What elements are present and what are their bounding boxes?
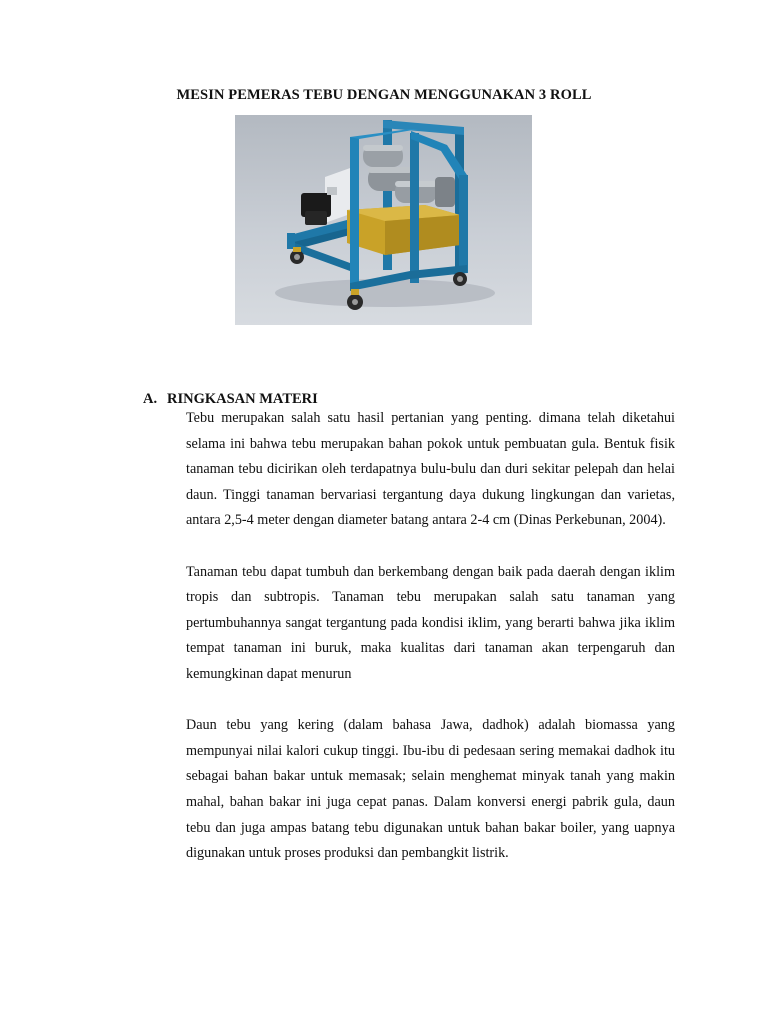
paragraph: Daun tebu yang kering (dalam bahasa Jawa, dadhok) adalah biomassa yang mempunyai nilai kalori cukup tinggi. Ibu-ibu di pedesaan sering memakai dadhok itu sebagai bahan bakar untuk memasak; selain menghemat minyak tanah yang makin mahal, bahan bakar ini juga cepat panas. Dalam konversi energi pabrik gula, daun tebu dan juga ampas batang tebu digunakan untuk bahan bakar boiler, yang uapnya digunakan untuk proses produksi dan pembangkit listrik.	[186, 717, 675, 862]
rollers	[363, 145, 455, 207]
machine-figure	[235, 115, 532, 325]
section-letter: A.	[143, 391, 158, 407]
paragraph: Tebu merupakan salah satu hasil pertanian yang penting. dimana telah diketahui selama ini bahwa tebu merupakan bahan pokok untuk pembuatan gula. Bentuk fisik tanaman tebu dicirikan oleh terdapatnya bulu-bulu dan duri sekitar pelepah dan helai daun. Tinggi tanaman bervariasi tergantung daya dukung lingkungan dan varietas, antara 2,5-4 meter dengan diameter batang antara 2-4 cm (Dinas Perkebunan, 2004).	[186, 410, 675, 529]
sugarcane-press-illustration	[235, 115, 532, 325]
section-title: RINGKASAN MATERI	[167, 391, 318, 407]
paragraph: Tanaman tebu dapat tumbuh dan berkembang dengan baik pada daerah dengan iklim tropis dan subtropis. Tanaman tebu merupakan salah satu tanaman yang pertumbuhannya sangat tergantung pada kondisi iklim, yang berarti bahwa jika iklim tempat tanaman ini buruk, maka kualitas dari tanaman akan terpengaruh dan kemungkinan dapat menurun	[186, 563, 675, 682]
section-body	[186, 406, 675, 892]
document-title: MESIN PEMERAS TEBU DENGAN MENGGUNAKAN 3 ROLL	[176, 87, 592, 103]
